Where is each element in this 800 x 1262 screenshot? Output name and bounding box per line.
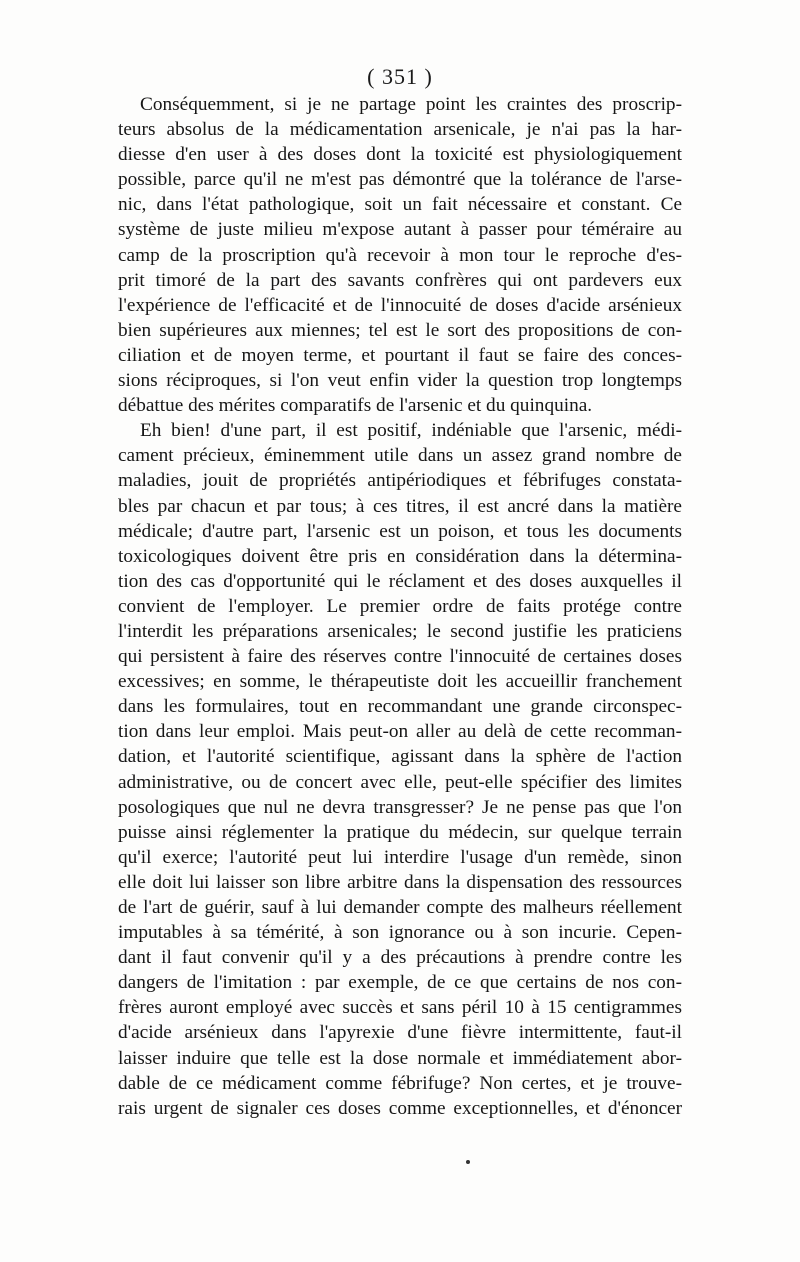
printer-mark — [466, 1160, 470, 1164]
text-line: qu'il exerce; l'autorité peut lui interdire l'usage d'un remède, sinon — [118, 846, 682, 868]
text-line: administrative, ou de concert avec elle, peut-elle spécifier des limites — [118, 771, 682, 793]
text-line: convient de l'employer. Le premier ordre de faits protége contre — [118, 595, 682, 617]
text-line: tion des cas d'opportunité qui le réclament et des doses auxquelles il — [118, 570, 682, 592]
text-line: teurs absolus de la médicamentation arsenicale, je n'ai pas la har- — [118, 119, 682, 141]
page-number: ( 351 ) — [367, 64, 433, 89]
text-line: dable de ce médicament comme fébrifuge? Non certes, et je trouve- — [118, 1072, 682, 1094]
text-line: elle doit lui laisser son libre arbitre dans la dispensation des ressources — [118, 871, 682, 893]
text-line: débattue des mérites comparatifs de l'arsenic et du quinquina. — [118, 395, 593, 417]
text-line: l'interdit les préparations arsenicales; le second justifie les praticiens — [118, 620, 682, 642]
text-line: maladies, jouit de propriétés antipériodiques et fébrifuges constata- — [118, 470, 682, 492]
text-line: système de juste milieu m'expose autant à passer pour téméraire au — [118, 219, 682, 241]
text-line: toxicologiques doivent être pris en considération dans la détermina- — [118, 545, 682, 567]
text-line: Conséquemment, si je ne partage point les craintes des proscrip- — [140, 94, 682, 115]
text-line: imputables à sa témérité, à son ignorance ou à son incurie. Cepen- — [118, 922, 682, 944]
text-line: posologiques que nul ne devra transgresser? Je ne pense pas que l'on — [118, 796, 682, 818]
text-line: rais urgent de signaler ces doses comme exceptionnelles, et d'énoncer — [118, 1097, 682, 1119]
text-line: d'acide arsénieux dans l'apyrexie d'une fièvre intermittente, faut-il — [118, 1022, 682, 1044]
text-line: frères auront employé avec succès et sans péril 10 à 15 centigrammes — [118, 997, 682, 1019]
text-line: excessives; en somme, le thérapeutiste doit les accueillir franchement — [118, 671, 682, 693]
text-line: possible, parce qu'il ne m'est pas démontré que la tolérance de l'arse- — [118, 169, 682, 191]
text-line: sions réciproques, si l'on veut enfin vider la question trop longtemps — [118, 370, 682, 392]
body-text — [118, 92, 682, 1121]
text-line: bien supérieures aux miennes; tel est le sort des propositions de con- — [118, 319, 682, 341]
text-line: médicale; d'autre part, l'arsenic est un poison, et tous les documents — [118, 520, 682, 542]
text-line: puisse ainsi réglementer la pratique du médecin, sur quelque terrain — [118, 821, 682, 843]
text-line: cament précieux, éminemment utile dans un assez grand nombre de — [118, 445, 682, 467]
text-line: laisser induire que telle est la dose normale et immédiatement abor- — [118, 1047, 682, 1069]
text-line: bles par chacun et par tous; à ces titres, il est ancré dans la matière — [118, 495, 682, 517]
text-line: Eh bien! d'une part, il est positif, indéniable que l'arsenic, médi- — [140, 420, 682, 442]
text-line: qui persistent à faire des réserves contre l'innocuité de certaines doses — [118, 646, 682, 668]
text-line: nic, dans l'état pathologique, soit un fait nécessaire et constant. Ce — [118, 194, 682, 216]
text-line: camp de la proscription qu'à recevoir à mon tour le reproche d'es- — [118, 244, 682, 266]
text-line: dant il faut convenir qu'il y a des précautions à prendre contre les — [118, 947, 682, 969]
text-line: ciliation et de moyen terme, et pourtant il faut se faire des conces- — [118, 344, 682, 366]
text-line: dation, et l'autorité scientifique, agissant dans la sphère de l'action — [118, 746, 682, 768]
text-line: l'expérience de l'efficacité et de l'innocuité de doses d'acide arsénieux — [118, 294, 682, 316]
text-line: prit timoré de la part des savants confrères qui ont pardevers eux — [118, 269, 682, 291]
text-line: tion dans leur emploi. Mais peut-on aller au delà de cette recomman- — [118, 721, 682, 743]
text-line: de l'art de guérir, sauf à lui demander compte des malheurs réellement — [118, 897, 682, 918]
text-line: dangers de l'imitation : par exemple, de ce que certains de nos con- — [118, 972, 682, 994]
text-line: dans les formulaires, tout en recommandant une grande circonspec- — [118, 696, 682, 718]
text-line: diesse d'en user à des doses dont la toxicité est physiologiquement — [118, 144, 682, 166]
